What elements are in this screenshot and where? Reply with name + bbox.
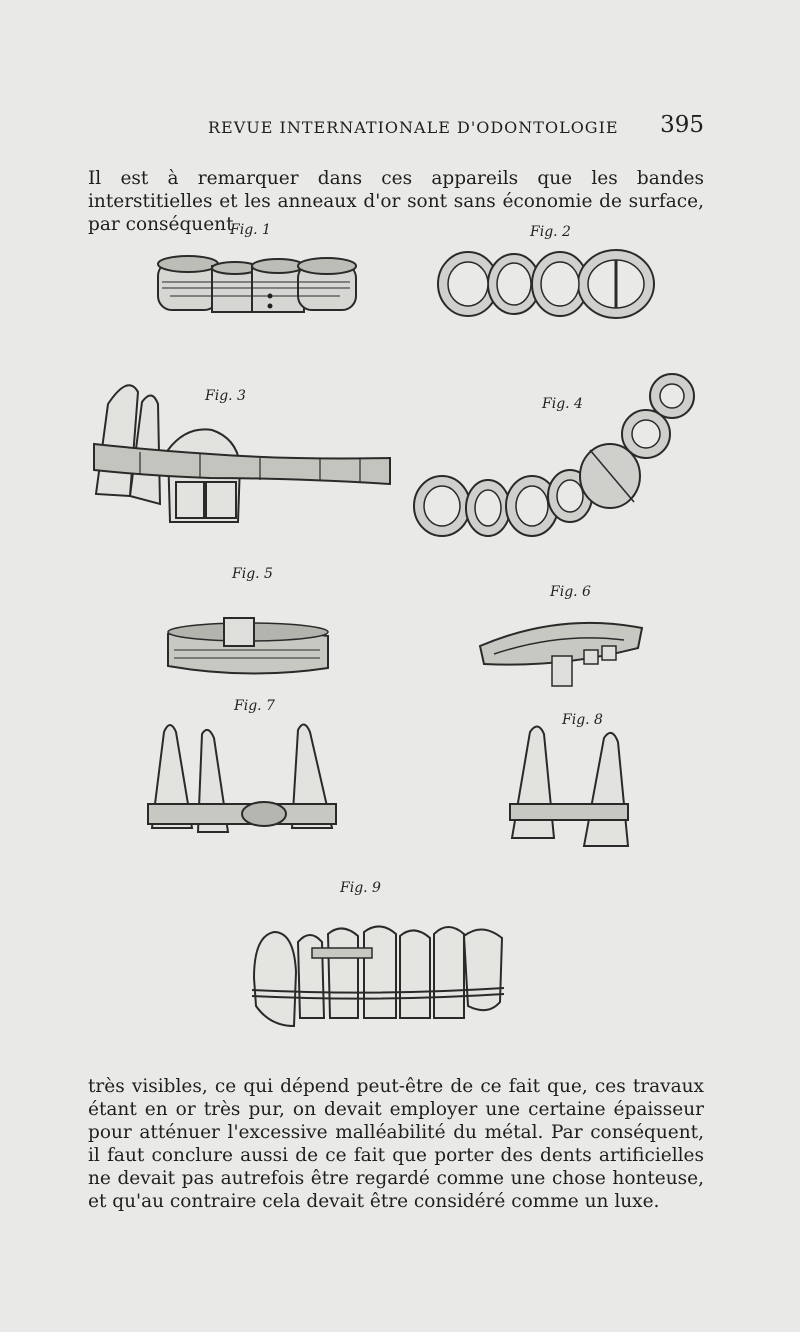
figure-9-label: Fig. 9: [340, 880, 381, 896]
figure-1: [150, 222, 365, 322]
figure-8-drawing: [500, 712, 640, 862]
figure-6-label: Fig. 6: [550, 584, 591, 600]
figure-4-label: Fig. 4: [542, 396, 583, 412]
figure-7: [140, 698, 348, 860]
paragraph-bottom: très visibles, ce qui dépend peut-être de ce fait que, ces travaux étant en or très pur, on devait employer une certaine épaisseur pour atténuer l'excessive malléabilité du métal. Par conséquent, il faut conclure aussi de ce fait que porter des dents artificielles ne devait pas autrefois être regardé comme une chose honteuse, et qu'au contraire cela devait être considéré comme un luxe.: [88, 1075, 704, 1212]
figure-3: [90, 374, 400, 526]
running-title: REVUE INTERNATIONALE D'ODONTOLOGIE: [208, 118, 619, 137]
figure-2-label: Fig. 2: [530, 224, 571, 240]
figure-9: [248, 876, 510, 1032]
figure-5-label: Fig. 5: [232, 566, 273, 582]
figure-8-label: Fig. 8: [562, 712, 603, 728]
figure-9-drawing: [248, 876, 510, 1032]
figure-6: [474, 584, 649, 694]
running-header: [90, 112, 710, 140]
figure-4: [410, 368, 705, 540]
figure-7-label: Fig. 7: [234, 698, 275, 714]
figure-1-label: Fig. 1: [230, 222, 271, 238]
figure-3-label: Fig. 3: [205, 388, 246, 404]
figure-4-drawing: [410, 368, 705, 540]
page-number: 395: [660, 112, 704, 138]
figure-8: [500, 712, 640, 862]
figure-5-drawing: [160, 566, 335, 691]
figure-2: [430, 224, 665, 324]
figure-7-drawing: [140, 698, 348, 860]
figure-6-drawing: [474, 584, 649, 694]
figure-5: [160, 566, 335, 691]
paragraph-top: Il est à remarquer dans ces appareils que les bandes interstitielles et les anneaux d'or sont sans économie de surface, par conséquent: [88, 167, 704, 235]
